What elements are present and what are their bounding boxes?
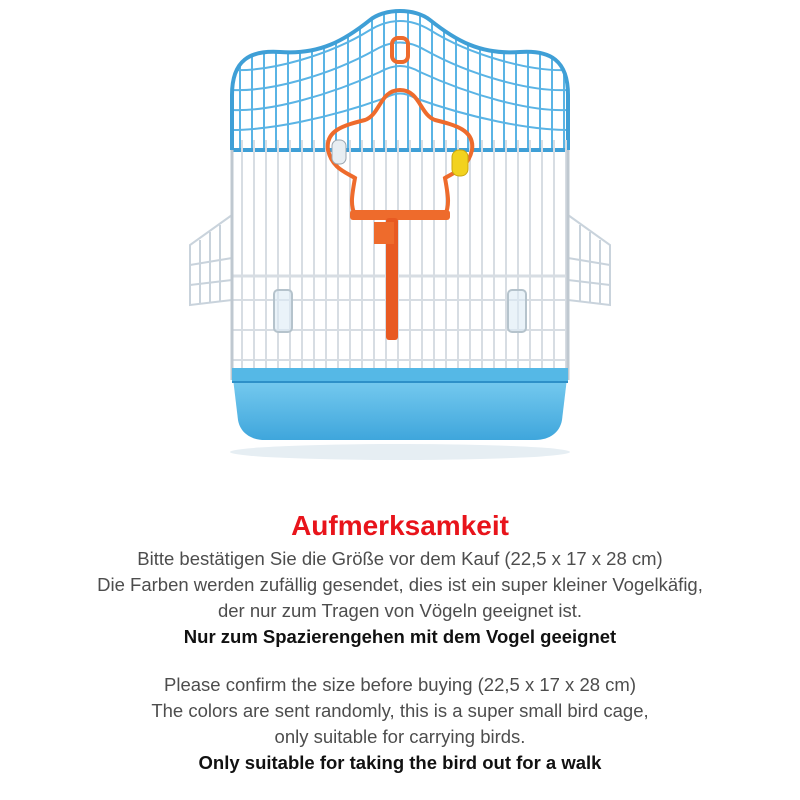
german-line-1: Bitte bestätigen Sie die Größe vor dem Kauf (22,5 x 17 x 28 cm) [137,548,663,569]
right-door [568,215,610,305]
german-line-3: der nur zum Tragen von Vögeln geeignet ist. [217,600,583,621]
german-emphasis: Nur zum Spazierengehen mit dem Vogel geeignet [183,626,617,647]
bell-left [332,140,346,164]
bird-cage-image [170,0,630,470]
section-spacer [0,650,800,672]
english-emphasis: Only suitable for taking the bird out for a walk [198,752,602,773]
english-line-3: only suitable for carrying birds. [274,726,526,747]
english-line-1: Please confirm the size before buying (22,5 x 17 x 28 cm) [164,674,636,695]
left-door [190,215,232,305]
bell-right [452,150,468,176]
notice-block [0,508,800,776]
german-line-2: Die Farben werden zufällig gesendet, dies ist ein super kleiner Vogelkäfig, [97,574,703,595]
notice-title: Aufmerksamkeit [291,510,509,541]
english-line-2: The colors are sent randomly, this is a super small bird cage, [151,700,649,721]
